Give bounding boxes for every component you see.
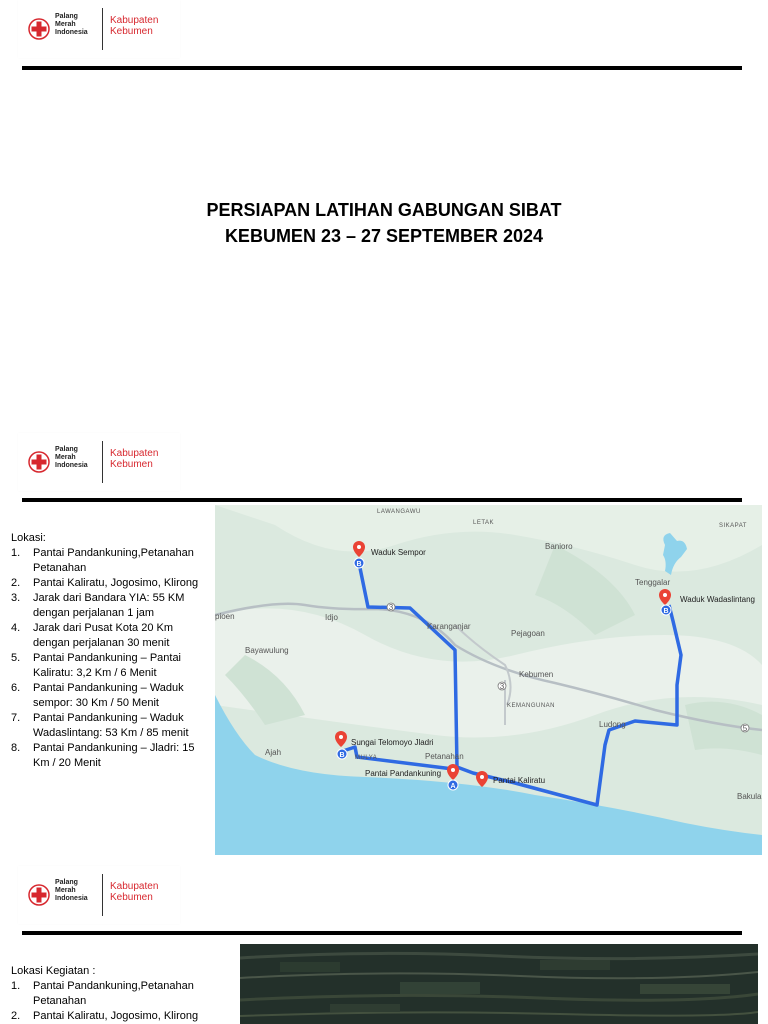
svg-text:Sungai Telomoyo Jladri: Sungai Telomoyo Jladri <box>351 738 434 747</box>
svg-text:LETAK: LETAK <box>473 520 495 526</box>
red-cross-icon <box>28 451 50 473</box>
svg-text:KEMANGUNAN: KEMANGUNAN <box>507 703 556 709</box>
list-item: 2. Pantai Kaliratu, Jogosimo, Klirong <box>11 577 199 589</box>
location-list <box>11 546 207 771</box>
svg-text:Banioro: Banioro <box>545 542 573 551</box>
svg-text:Karanganjar: Karanganjar <box>427 622 471 631</box>
svg-text:5: 5 <box>742 724 748 733</box>
red-cross-icon <box>28 18 50 40</box>
list-item: 6. Pantai Pandankuning – Waduk sempor: 30 Km / 50 Menit <box>11 682 184 709</box>
svg-text:Bakula: Bakula <box>737 792 762 801</box>
svg-text:A: A <box>450 783 456 790</box>
pmi-logo-text: Palang Merah Indonesia <box>55 879 88 902</box>
satellite-image-svg <box>240 944 758 1024</box>
svg-text:Pejagoan: Pejagoan <box>511 629 545 638</box>
logo-divider <box>102 874 103 916</box>
list-item: 1. Pantai Pandankuning,Petanahan Petanahan <box>11 980 194 1007</box>
red-cross-icon <box>28 884 50 906</box>
svg-text:B: B <box>339 752 345 759</box>
kabupaten-logo-text: Kabupaten Kebumen <box>110 448 159 470</box>
list-item: 7. Pantai Pandankuning – Waduk Wadaslintang: 53 Km / 85 menit <box>11 712 189 739</box>
logo-header <box>18 433 180 491</box>
route-map[interactable] <box>215 505 762 855</box>
svg-text:3: 3 <box>499 682 505 691</box>
logo-divider <box>102 441 103 483</box>
logo-divider <box>102 8 103 50</box>
list-item: 8. Pantai Pandankuning – Jladri: 15 Km / 20 Menit <box>11 742 195 769</box>
svg-text:Ludong: Ludong <box>599 720 626 729</box>
svg-text:pioen: pioen <box>215 612 235 621</box>
activity-location-list <box>11 979 221 1024</box>
svg-text:MULYA: MULYA <box>355 755 378 761</box>
svg-text:Pantai Kaliratu: Pantai Kaliratu <box>493 776 546 785</box>
logo-header <box>18 0 180 58</box>
svg-text:Waduk Wadaslintang: Waduk Wadaslintang <box>680 595 755 604</box>
location-heading: Lokasi: <box>11 532 46 544</box>
svg-text:3: 3 <box>388 603 394 612</box>
activity-location-heading: Lokasi Kegiatan : <box>11 965 96 977</box>
svg-text:Waduk Sempor: Waduk Sempor <box>371 548 426 557</box>
satellite-image <box>240 944 758 1024</box>
pmi-logo-text: Palang Merah Indonesia <box>55 446 88 469</box>
list-item: 2. Pantai Kaliratu, Jogosimo, Klirong <box>11 1010 199 1022</box>
slide-title-line-1: PERSIAPAN LATIHAN GABUNGAN SIBAT <box>206 200 562 220</box>
svg-text:Kebumen: Kebumen <box>519 670 554 679</box>
svg-text:Tenggalar: Tenggalar <box>635 578 671 587</box>
svg-text:Petanahan: Petanahan <box>425 752 464 761</box>
list-item: 4. Jarak dari Pusat Kota 20 Km dengan perjalanan 30 menit <box>11 622 174 649</box>
header-rule <box>22 498 742 502</box>
slide-title-line-2: KEBUMEN 23 – 27 SEPTEMBER 2024 <box>224 226 544 246</box>
header-rule <box>22 66 742 70</box>
svg-text:SIKAPAT: SIKAPAT <box>719 523 747 529</box>
svg-text:Pantai Pandankuning: Pantai Pandankuning <box>365 769 442 778</box>
svg-text:Ajah: Ajah <box>265 748 282 757</box>
svg-text:B: B <box>663 608 669 615</box>
list-item: 1. Pantai Pandankuning,Petanahan Petanahan <box>11 547 194 574</box>
svg-text:Bayawulung: Bayawulung <box>245 646 289 655</box>
header-rule <box>22 931 742 935</box>
svg-text:B: B <box>356 561 362 568</box>
list-item: 3. Jarak dari Bandara YIA: 55 KM dengan perjalanan 1 jam <box>11 592 185 619</box>
pmi-logo-text: Palang Merah Indonesia <box>55 13 88 36</box>
svg-text:Idjo: Idjo <box>325 613 338 622</box>
logo-header <box>18 866 180 924</box>
list-item: 5. Pantai Pandankuning – Pantai Kaliratu: 3,2 Km / 6 Menit <box>11 652 182 679</box>
kabupaten-logo-text: Kabupaten Kebumen <box>110 15 159 37</box>
kabupaten-logo-text: Kabupaten Kebumen <box>110 881 159 903</box>
route-map-svg <box>215 505 762 855</box>
svg-text:LAWANGAWU: LAWANGAWU <box>377 509 421 515</box>
